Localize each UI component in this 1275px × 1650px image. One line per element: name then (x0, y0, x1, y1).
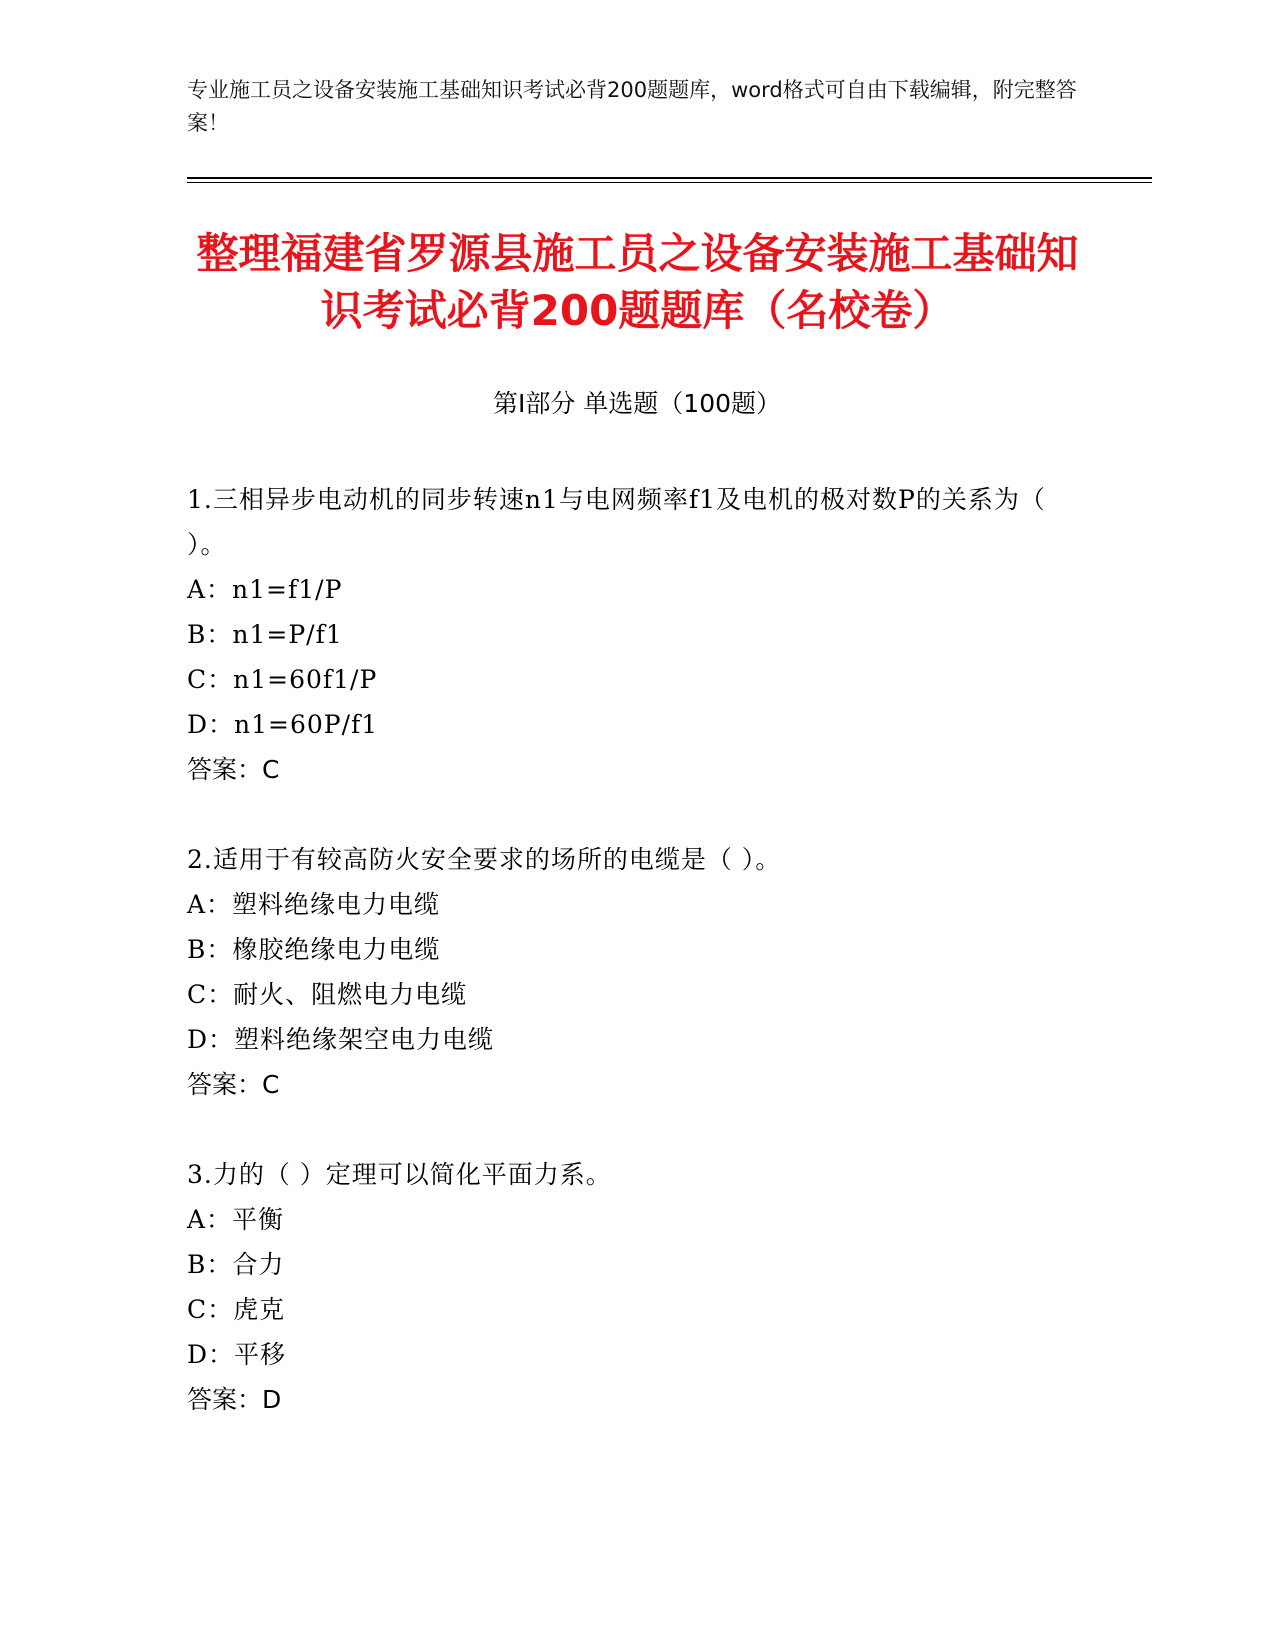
document-title: 整理福建省罗源县施工员之设备安装施工基础知识考试必背200题题库（名校卷） (196, 229, 1079, 335)
header-divider-thin (187, 182, 1152, 183)
option-d: D：塑料绝缘架空电力电缆 (187, 1025, 495, 1054)
question-2 (187, 837, 1067, 1107)
question-stem: 1.三相异步电动机的同步转速n1与电网频率f1及电机的极对数P的关系为（ ）。 (187, 485, 1046, 559)
option-c: C：n1=60f1/P (187, 665, 378, 694)
option-b: B：橡胶绝缘电力电缆 (187, 935, 441, 964)
option-d: D：平移 (187, 1340, 287, 1369)
option-a: A：平衡 (187, 1205, 285, 1234)
question-3 (187, 1152, 1067, 1422)
option-a: A：塑料绝缘电力电缆 (187, 890, 441, 919)
answer: 答案：D (187, 1385, 282, 1414)
option-a: A：n1=f1/P (187, 575, 343, 604)
answer: 答案：C (187, 1070, 280, 1099)
section-heading: 第Ⅰ部分 单选题（100题） (492, 389, 782, 418)
option-c: C：虎克 (187, 1295, 286, 1324)
question-1 (187, 477, 1067, 792)
answer: 答案：C (187, 755, 280, 784)
question-stem: 3.力的（ ）定理可以简化平面力系。 (187, 1160, 612, 1189)
option-c: C：耐火、阻燃电力电缆 (187, 980, 468, 1009)
option-d: D：n1=60P/f1 (187, 710, 379, 739)
header-divider-thick (187, 177, 1152, 179)
option-b: B：合力 (187, 1250, 285, 1279)
header-note: 专业施工员之设备安装施工基础知识考试必背200题题库，word格式可自由下载编辑，附完整答案！ (187, 78, 1077, 135)
question-list (187, 477, 1067, 1467)
option-b: B：n1=P/f1 (187, 620, 343, 649)
question-stem: 2.适用于有较高防火安全要求的场所的电缆是（ ）。 (187, 845, 782, 874)
